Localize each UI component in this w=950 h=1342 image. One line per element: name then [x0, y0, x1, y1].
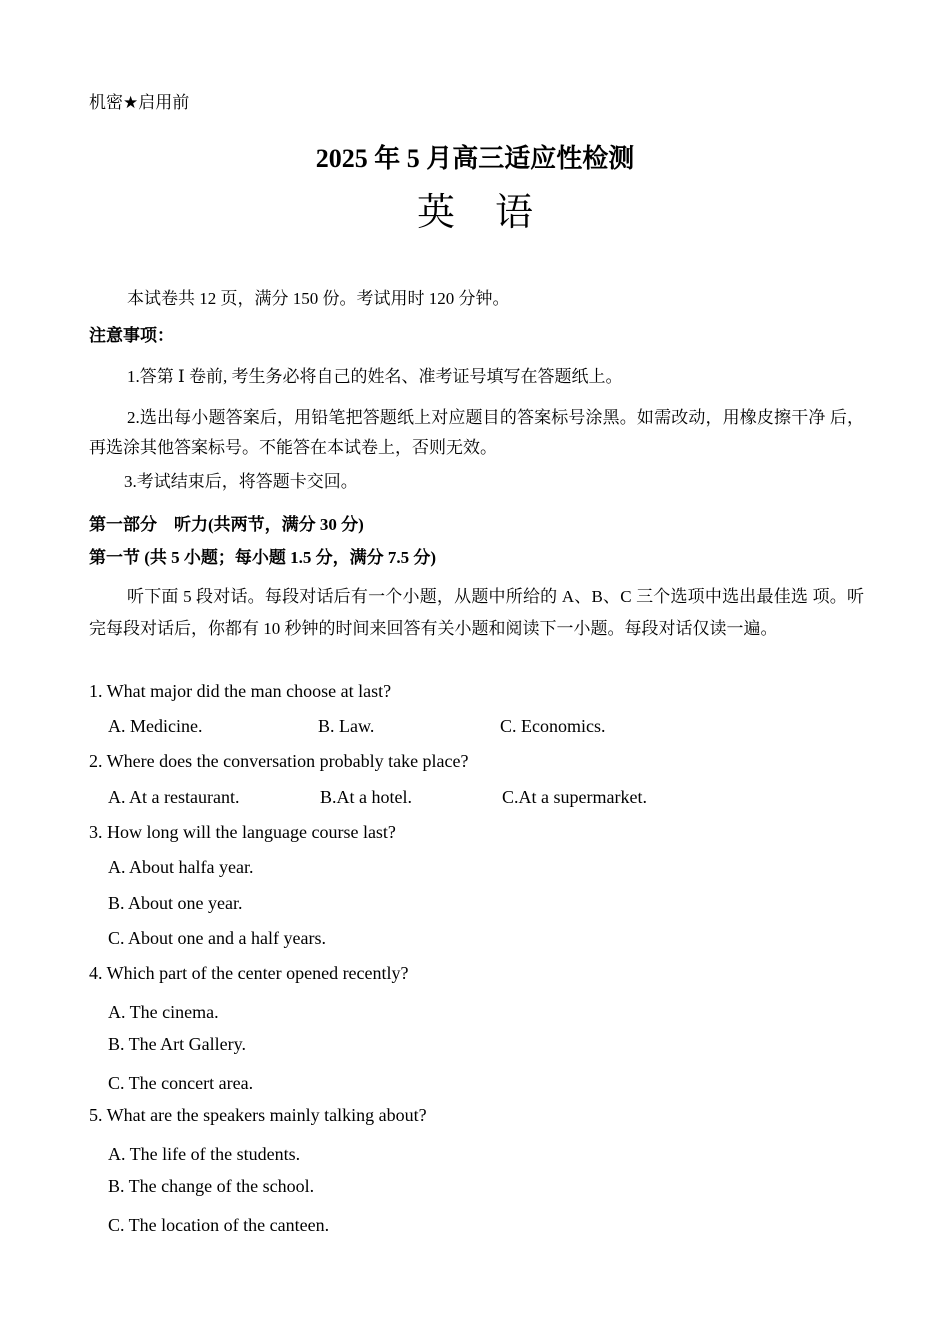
question-4-option-b: B. The Art Gallery.: [108, 1034, 246, 1054]
question-2-stem: 2. Where does the conversation probably take place?: [89, 751, 469, 771]
question-3-option-b: B. About one year.: [108, 893, 243, 913]
question-3-option-a: A. About halfa year.: [108, 857, 254, 877]
question-4-option-c: C. The concert area.: [108, 1073, 254, 1093]
question-5-option-b: B. The change of the school.: [108, 1176, 315, 1196]
question-1-option-b: B. Law.: [318, 716, 375, 736]
notice-item-3: 3.考试结束后，将答题卡交回。: [124, 472, 358, 491]
part1-heading: 第一部分 听力(共两节，满分 30 分): [89, 515, 364, 534]
listening-instructions: 听下面 5 段对话。每段对话后有一个小题，从题中所给的 A、B、C 三个选项中选出最佳选 项。听完每段对话后，你都有 10 秒钟的时间来回答有关小题和阅读下一小题。每段对话仅读一遍。: [89, 587, 864, 638]
question-4-stem: 4. Which part of the center opened recently?: [89, 963, 409, 983]
confidential-label: 机密★启用前: [89, 93, 190, 113]
question-1-option-a: A. Medicine.: [108, 716, 203, 736]
notice-item-1: 1.答第 Ⅰ 卷前, 考生务必将自己的姓名、准考证号填写在答题纸上。: [127, 367, 623, 386]
question-2-option-b: B.At a hotel.: [320, 787, 412, 807]
notice-heading: 注意事项：: [89, 326, 174, 346]
question-4-option-a: A. The cinema.: [108, 1002, 219, 1022]
exam-title: 2025 年 5 月高三适应性检测: [315, 144, 635, 173]
question-1-stem: 1. What major did the man choose at last?: [89, 681, 392, 701]
question-5-option-a: A. The life of the students.: [108, 1144, 301, 1164]
question-1-option-c: C. Economics.: [500, 716, 606, 736]
question-3-stem: 3. How long will the language course last?: [89, 822, 396, 842]
question-3-option-c: C. About one and a half years.: [108, 928, 326, 948]
subject-title: 英语: [416, 190, 573, 234]
notice-item-2: 2.选出每小题答案后，用铅笔把答题纸上对应题目的答案标号涂黑。如需改动，用橡皮擦干净 后，再选涂其他答案标号。不能答在本试卷上，否则无效。: [89, 408, 864, 457]
question-2-option-a: A. At a restaurant.: [108, 787, 240, 807]
section1-heading: 第一节 (共 5 小题；每小题 1.5 分，满分 7.5 分): [89, 548, 437, 567]
question-5-option-c: C. The location of the canteen.: [108, 1215, 330, 1235]
question-5-stem: 5. What are the speakers mainly talking about?: [89, 1105, 427, 1125]
exam-intro: 本试卷共 12 页，满分 150 份。考试用时 120 分钟。: [127, 289, 510, 308]
question-2-option-c: C.At a supermarket.: [502, 787, 647, 807]
